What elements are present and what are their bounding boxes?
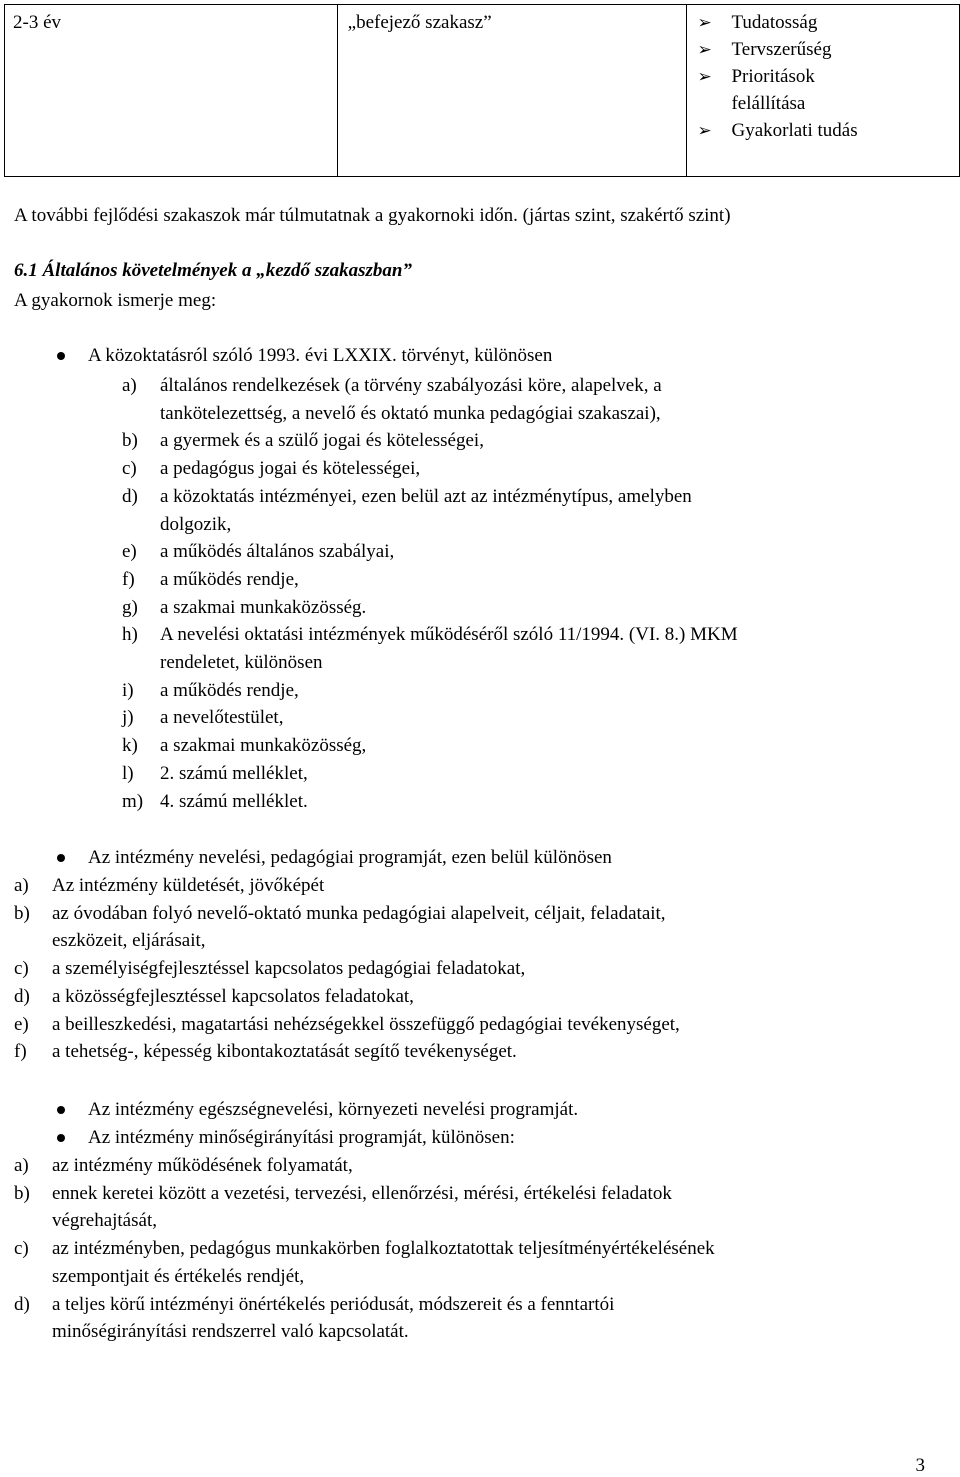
section-heading	[14, 257, 412, 284]
list-item-text: a pedagógus jogai és kötelességei,	[160, 458, 421, 480]
arrow-check-icon: ➢	[697, 40, 712, 59]
list-item-label: m)	[122, 790, 144, 812]
list-item-text: Az intézmény küldetését, jövőképét	[52, 875, 325, 896]
list-item-text: végrehajtását,	[52, 1210, 157, 1232]
list-item-text: a tehetség-, képesség kibontakoztatását segítő tevékenységet.	[52, 1041, 517, 1063]
list-item-text: a közoktatás intézményei, ezen belül azt az intézménytípus, amelyben	[160, 485, 692, 507]
list-item-text: a működés rendje,	[160, 679, 299, 701]
list-item-label: a)	[14, 875, 29, 896]
list-item-label: i)	[122, 679, 134, 701]
list-item-text: 4. számú melléklet.	[160, 790, 308, 812]
period-cell	[5, 5, 338, 177]
section-title: Általános követelmények a „kezdő szakaszban”	[42, 260, 412, 281]
list-item-label: e)	[122, 541, 137, 563]
list-item-label: d)	[14, 985, 30, 1007]
list-item-label: d)	[14, 1293, 30, 1315]
list-item-text: a nevelőtestület,	[160, 707, 284, 729]
list-item-text: 2. számú melléklet,	[160, 762, 308, 784]
list-item-text: A nevelési oktatási intézmények működéséről szóló 11/1994. (VI. 8.) MKM	[160, 624, 738, 646]
list2-bullet-text: Az intézmény nevelési, pedagógiai programját, ezen belül különösen	[88, 847, 612, 868]
table-row	[5, 5, 960, 177]
skill-item: ➢ Prioritások felállítása	[697, 63, 959, 117]
list-item-label: b)	[14, 902, 30, 924]
list-item-text: az óvodában folyó nevelő-oktató munka pedagógiai alapelveit, céljait, feladatait,	[52, 902, 666, 924]
bullet-icon	[57, 352, 65, 360]
list-item-text: a működés általános szabályai,	[160, 541, 395, 563]
list-item-text: az intézmény működésének folyamatát,	[52, 1155, 353, 1176]
list-item-label: j)	[122, 707, 134, 729]
list-item-text: a közösségfejlesztéssel kapcsolatos feladatokat,	[52, 985, 414, 1007]
list-item-text: rendeletet, különösen	[160, 652, 323, 673]
page-number: 3	[915, 1455, 925, 1476]
list-item-text: a teljes körű intézményi önértékelés periódusát, módszereit és a fenntartói	[52, 1293, 615, 1315]
list3-bullet2-text: Az intézmény minőségirányítási programját, különösen:	[88, 1127, 515, 1148]
list-item-text: minőségirányítási rendszerrel való kapcsolatát.	[52, 1321, 409, 1343]
list-item-label: k)	[122, 735, 138, 757]
arrow-check-icon: ➢	[697, 67, 712, 86]
stage-table	[4, 4, 960, 177]
list-item-text: az intézményben, pedagógus munkakörben foglalkoztatottak teljesítményértékelésének	[52, 1238, 715, 1260]
list-item-label: g)	[122, 596, 138, 618]
list-item-text: a gyermek és a szülő jogai és kötelességei,	[160, 430, 484, 452]
list-item-label: e)	[14, 1013, 29, 1035]
list-item-label: d)	[122, 485, 138, 507]
skill-item: ➢ Tudatosság	[697, 9, 959, 36]
phase-text: „befejező szakasz”	[347, 12, 492, 33]
list-item-label: f)	[122, 568, 135, 590]
list-item-text: szempontjait és értékelés rendjét,	[52, 1265, 305, 1287]
section-lead: A gyakornok ismerje meg:	[14, 290, 217, 311]
arrow-check-icon: ➢	[697, 121, 712, 140]
list-item-label: a)	[14, 1155, 29, 1176]
phase-cell	[337, 5, 687, 177]
list-item-text: a működés rendje,	[160, 568, 299, 590]
arrow-check-icon: ➢	[697, 13, 712, 32]
list-item-label: b)	[14, 1182, 30, 1204]
section-number: 6.1	[14, 260, 38, 281]
bullet-icon	[57, 1106, 65, 1114]
list-item-label: h)	[122, 624, 138, 646]
list-item-text: eszközeit, eljárásait,	[52, 930, 206, 952]
intro-paragraph: A további fejlődési szakaszok már túlmutatnak a gyakornoki időn. (jártas szint, szakértő szint)	[14, 205, 731, 226]
list1-bullet-text: A közoktatásról szóló 1993. évi LXXIX. törvényt, különösen	[88, 345, 553, 366]
list-item-text: a beilleszkedési, magatartási nehézségekkel összefüggő pedagógiai tevékenységet,	[52, 1013, 680, 1035]
list-item-text: a személyiségfejlesztéssel kapcsolatos pedagógiai feladatokat,	[52, 958, 526, 980]
list-item-text: dolgozik,	[160, 513, 232, 535]
skills-cell	[687, 5, 960, 177]
list3-bullet1-text: Az intézmény egészségnevelési, környezeti nevelési programját.	[88, 1099, 579, 1120]
period-text: 2-3 év	[13, 12, 62, 33]
list-item-text: a szakmai munkaközösség,	[160, 735, 367, 757]
list-item-text: a szakmai munkaközösség.	[160, 596, 367, 618]
list-item-label: c)	[14, 1238, 29, 1260]
skill-item: ➢ Tervszerűség	[697, 36, 959, 63]
list-item-text: tankötelezettség, a nevelő és oktató munka pedagógiai szakaszai),	[160, 402, 661, 424]
list-item-label: c)	[122, 458, 137, 480]
list-item-text: ennek keretei között a vezetési, tervezési, ellenőrzési, mérési, értékelési feladatok	[52, 1182, 672, 1204]
list-item-label: a)	[122, 375, 137, 396]
list-item-label: b)	[122, 430, 138, 452]
list-item-label: l)	[122, 762, 134, 784]
bullet-icon	[57, 1134, 65, 1142]
bullet-icon	[57, 854, 65, 862]
list-item-text: általános rendelkezések (a törvény szabályozási köre, alapelvek, a	[160, 375, 662, 396]
skill-item: ➢ Gyakorlati tudás	[697, 117, 959, 144]
list-item-label: c)	[14, 958, 29, 980]
list-item-label: f)	[14, 1041, 27, 1063]
